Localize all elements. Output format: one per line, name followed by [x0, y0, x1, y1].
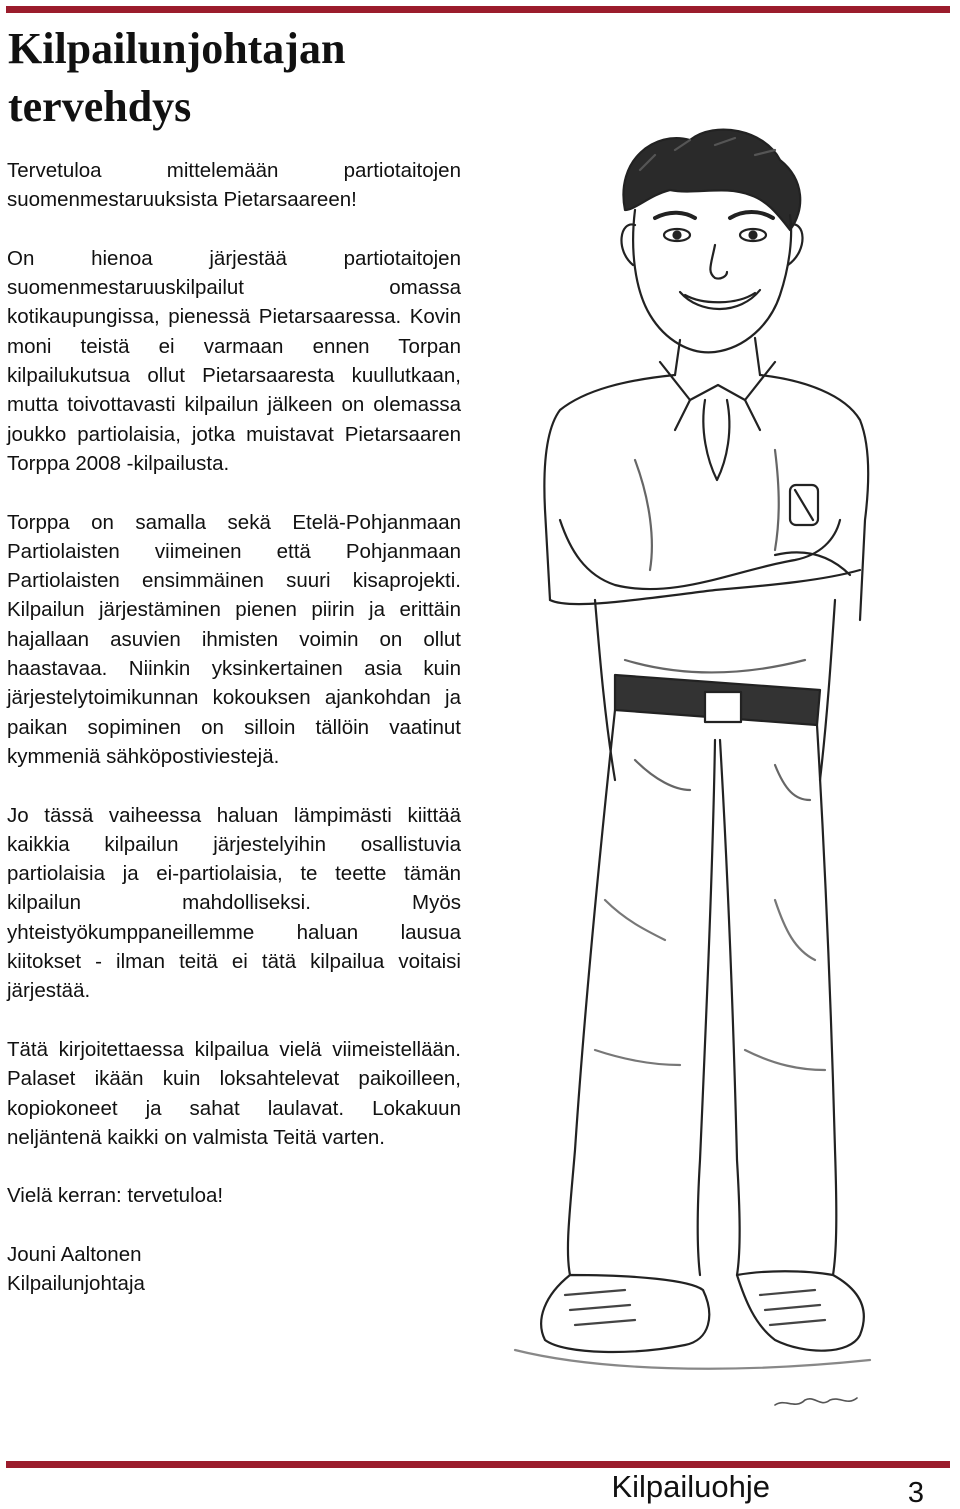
article-body	[7, 156, 461, 1299]
paragraph-5: Tätä kirjoitettaessa kilpailua vielä viimeistellään. Palaset ikään kuin loksahtelevat paikoilleen, kopiokoneet ja sahat laulavat. Lokakuun neljäntenä kaikki on valmista Teitä varten.	[7, 1037, 461, 1149]
page-number: 3	[907, 1477, 924, 1509]
paragraph-1: Tervetuloa mittelemään partiotaitojen suomenmestaruuksista Pietarsaareen!	[7, 159, 461, 212]
signature-role: Kilpailunjohtaja	[7, 1272, 145, 1296]
footer-title: Kilpailuohje	[611, 1469, 770, 1504]
signature	[7, 1240, 461, 1299]
paragraph-4: Jo tässä vaiheessa haluan lämpimästi kiittää kaikkia kilpailun järjestelyihin osallistuvia partiolaisia ja ei-partiolaisia, te teette tämän kilpailun mahdolliseksi. Myös yhteistyökumppaneillemme haluan lausua kiitokset - ilman teitä ei tätä kilpailua voitaisi järjestää.	[7, 803, 461, 1003]
paragraph-6: Vielä kerran: tervetuloa!	[7, 1184, 224, 1208]
scout-drawing-icon	[475, 100, 875, 1445]
bottom-rule	[6, 1461, 950, 1468]
page-title: Kilpailunjohtajan tervehdys	[8, 24, 346, 131]
paragraph-2: On hienoa järjestää partiotaitojen suomenmestaruuskilpailut omassa kotikaupungissa, pienessä Pietarsaaressa. Kovin moni teistä ei varmaan ennen Torpan kilpailukutsua ollut Pietarsaaresta kuullutkaan, mutta toivottavasti kilpailun jälkeen on olemassa joukko partiolaisia, jotka muistavat Pietarsaaren Torppa 2008 -kilpailusta.	[7, 246, 461, 475]
signature-name: Jouni Aaltonen	[7, 1242, 142, 1266]
top-rule	[6, 6, 950, 13]
paragraph-3: Torppa on samalla sekä Etelä-Pohjanmaan Partiolaisten viimeinen että Pohjanmaan Partiolaisten ensimmäinen suuri kisaprojekti. Kilpailun järjestäminen pienen piirin ja erittäin hajallaan asuvien ihmisten voimin on ollut haastavaa. Niinkin yksinkertainen asia kuin järjestelytoimikunnan kokouksen ajankohdan ja paikan sopiminen on silloin tällöin vaatinut kymmeniä sähköpostiviestejä.	[7, 510, 461, 768]
